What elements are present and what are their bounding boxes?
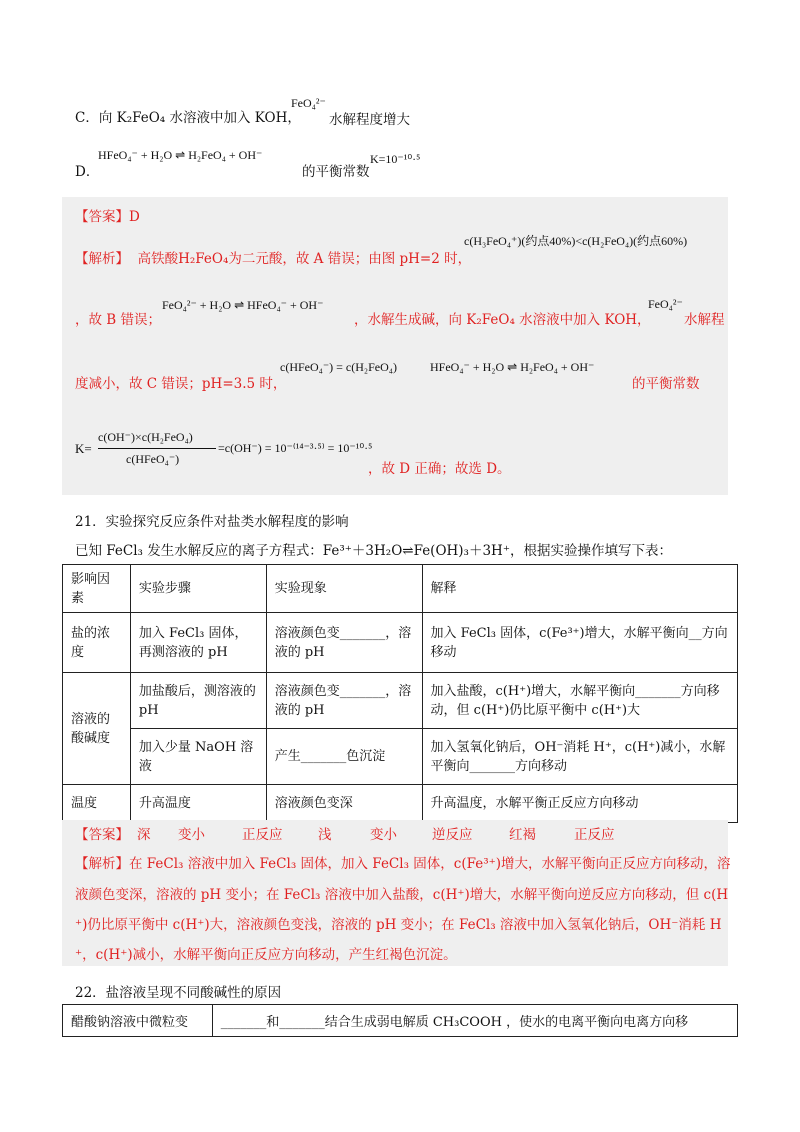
- option-d-label: D．: [75, 164, 100, 180]
- analysis-2-line-2: 液颜色变深，溶液的 pH 变小；在 FeCl₃ 溶液中加入盐酸，c(H⁺)增大，水解平衡向逆反应方向移动，但 c(H: [75, 887, 729, 903]
- answer-2-value: 正反应: [574, 827, 615, 843]
- option-d-equation: HFeO₄⁻ + H₂O ⇌ H₂FeO₄ + OH⁻: [98, 148, 263, 162]
- cell-step: 加入 FeCl₃ 固体，再测溶液的 pH: [130, 613, 266, 673]
- analysis-1-line-2-end: 水解程: [684, 312, 725, 328]
- cell-step: 加入少量 NaOH 溶液: [130, 729, 266, 785]
- answer-2-value: 变小: [178, 827, 205, 843]
- analysis-label: 【解析】: [75, 251, 129, 267]
- answer-1: [75, 205, 140, 225]
- analysis-1-formula-2: FeO₄²⁻ + H₂O ⇌ HFeO₄⁻ + OH⁻: [162, 298, 324, 312]
- table-row: [63, 729, 738, 785]
- header-phenomenon: 实验现象: [266, 565, 422, 613]
- k-left: K=: [75, 441, 92, 456]
- analysis-1-formula-3: c(HFeO₄⁻) = c(H₂FeO₄): [280, 360, 397, 374]
- k-denominator: c(HFeO₄⁻): [126, 452, 180, 466]
- analysis-1-text-1: 高铁酸H₂FeO₄为二元酸，故 A 错误；由图 pH=2 时，: [137, 251, 472, 267]
- answer-2: [75, 823, 129, 843]
- header-step: 实验步骤: [130, 565, 266, 613]
- answer-label: 【答案】: [75, 209, 129, 225]
- q21-title: 21．实验探究反应条件对盐类水解程度的影响: [75, 514, 349, 530]
- cell-phenomenon: 产生_______色沉淀: [266, 729, 422, 785]
- option-d-text: 的平衡常数: [302, 164, 370, 180]
- cell-phenomenon: 溶液颜色变深: [266, 785, 422, 823]
- answer-value: D: [129, 209, 140, 225]
- analysis-1-line-2-pre: ，故 B 错误；: [75, 312, 162, 328]
- answer-2-value: 逆反应: [432, 827, 473, 843]
- analysis-2-line-1: [75, 852, 731, 872]
- k-numerator: c(OH⁻)×c(H₂FeO₄): [98, 430, 193, 444]
- analysis-2-line-4: ⁺，c(H⁺)减小，水解平衡向正反应方向移动，产生红褐色沉淀。: [75, 947, 457, 963]
- table-header-row: [63, 565, 738, 613]
- table-row: [63, 613, 738, 673]
- option-c-text: C．向 K₂FeO₄ 水溶液中加入 KOH，: [75, 110, 301, 126]
- analysis-1-formula-3b: HFeO₄⁻ + H₂O ⇌ H₂FeO₄ + OH⁻: [430, 360, 595, 374]
- cell-explain: 加入盐酸，c(H⁺)增大，水解平衡向_______方向移动，但 c(H⁺)仍比原平衡中 c(H⁺)大: [422, 673, 737, 729]
- cell-phenomenon: 溶液颜色变_______，溶液的 pH: [266, 673, 422, 729]
- analysis-1-formula-2b: FeO₄²⁻: [648, 297, 683, 311]
- k-fraction-bar: [98, 448, 216, 449]
- header-explain: 解释: [422, 565, 737, 613]
- table-row: [63, 1005, 738, 1037]
- answer-2-value: 正反应: [242, 827, 283, 843]
- cell-step: 升高温度: [130, 785, 266, 823]
- answer-2-value: 深: [137, 827, 151, 843]
- analysis-label: 【解析】: [75, 856, 129, 872]
- analysis-1-line-2-text: ，水解生成碱，向 K₂FeO₄ 水溶液中加入 KOH，: [354, 312, 651, 328]
- answer-2-value: 红褐: [509, 827, 536, 843]
- table-row: [63, 673, 738, 729]
- answer-2-value: 变小: [370, 827, 397, 843]
- analysis-1-line-4-end: ，故 D 正确；故选 D。: [368, 461, 511, 477]
- q21-table: [62, 564, 738, 823]
- analysis-1-line-3: 度减小，故 C 错误；pH=3.5 时，: [75, 376, 287, 392]
- q22-cell-2: _______和_______结合生成弱电解质 CH₃COOH ，使水的电离平衡向电离方向移: [212, 1005, 737, 1037]
- option-c-formula: FeO₄²⁻: [291, 96, 326, 110]
- cell-phenomenon: 溶液颜色变_______，溶液的 pH: [266, 613, 422, 673]
- cell-explain: 升高温度，水解平衡正反应方向移动: [422, 785, 737, 823]
- analysis-1-line-1: [75, 247, 471, 267]
- analysis-2-line-3: ⁺)仍比原平衡中 c(H⁺)大，溶液颜色变浅，溶液的 pH 变小；在 FeCl₃ 溶液中加入氢氧化钠后，OH⁻消耗 H: [75, 917, 722, 933]
- option-c-text-after: 水解程度增大: [329, 112, 410, 128]
- q22-cell-1: 醋酸钠溶液中微粒变: [63, 1005, 213, 1037]
- analysis-1-formula-1: c(H₃FeO₄⁺)(约点40%)<c(H₂FeO₄)(约点60%): [464, 234, 688, 248]
- option-c: [75, 106, 301, 126]
- q21-intro: 已知 FeCl₃ 发生水解反应的离子方程式：Fe³⁺＋3H₂O⇌Fe(OH)₃＋3H⁺，根据实验操作填写下表：: [75, 543, 672, 559]
- analysis-2-text-1: 在 FeCl₃ 溶液中加入 FeCl₃ 固体，加入 FeCl₃ 固体，c(Fe³⁺)增大，水解平衡向正反应方向移动，溶: [129, 856, 731, 872]
- header-factor: 影响因素: [63, 565, 131, 613]
- analysis-1-line-3-end: 的平衡常数: [632, 376, 700, 392]
- cell-factor: 溶液的酸碱度: [63, 673, 131, 785]
- option-d-k: K=10⁻¹⁰·⁵: [370, 152, 421, 166]
- cell-explain: 加入 FeCl₃ 固体，c(Fe³⁺)增大，水解平衡向__方向移动: [422, 613, 737, 673]
- q22-table: [62, 1004, 738, 1037]
- cell-factor: 温度: [63, 785, 131, 823]
- cell-explain: 加入氢氧化钠后，OH⁻消耗 H⁺，c(H⁺)减小，水解平衡向_______方向移动: [422, 729, 737, 785]
- answer-label: 【答案】: [75, 827, 129, 843]
- k-right: =c(OH⁻) = 10⁻⁽¹⁴⁻³·⁵⁾ = 10⁻¹⁰·⁵: [218, 441, 373, 455]
- table-row: [63, 785, 738, 823]
- q22-title: 22．盐溶液呈现不同酸碱性的原因: [75, 985, 282, 1001]
- answer-2-value: 浅: [318, 827, 332, 843]
- cell-step: 加盐酸后，测溶液的 pH: [130, 673, 266, 729]
- cell-factor: 盐的浓度: [63, 613, 131, 673]
